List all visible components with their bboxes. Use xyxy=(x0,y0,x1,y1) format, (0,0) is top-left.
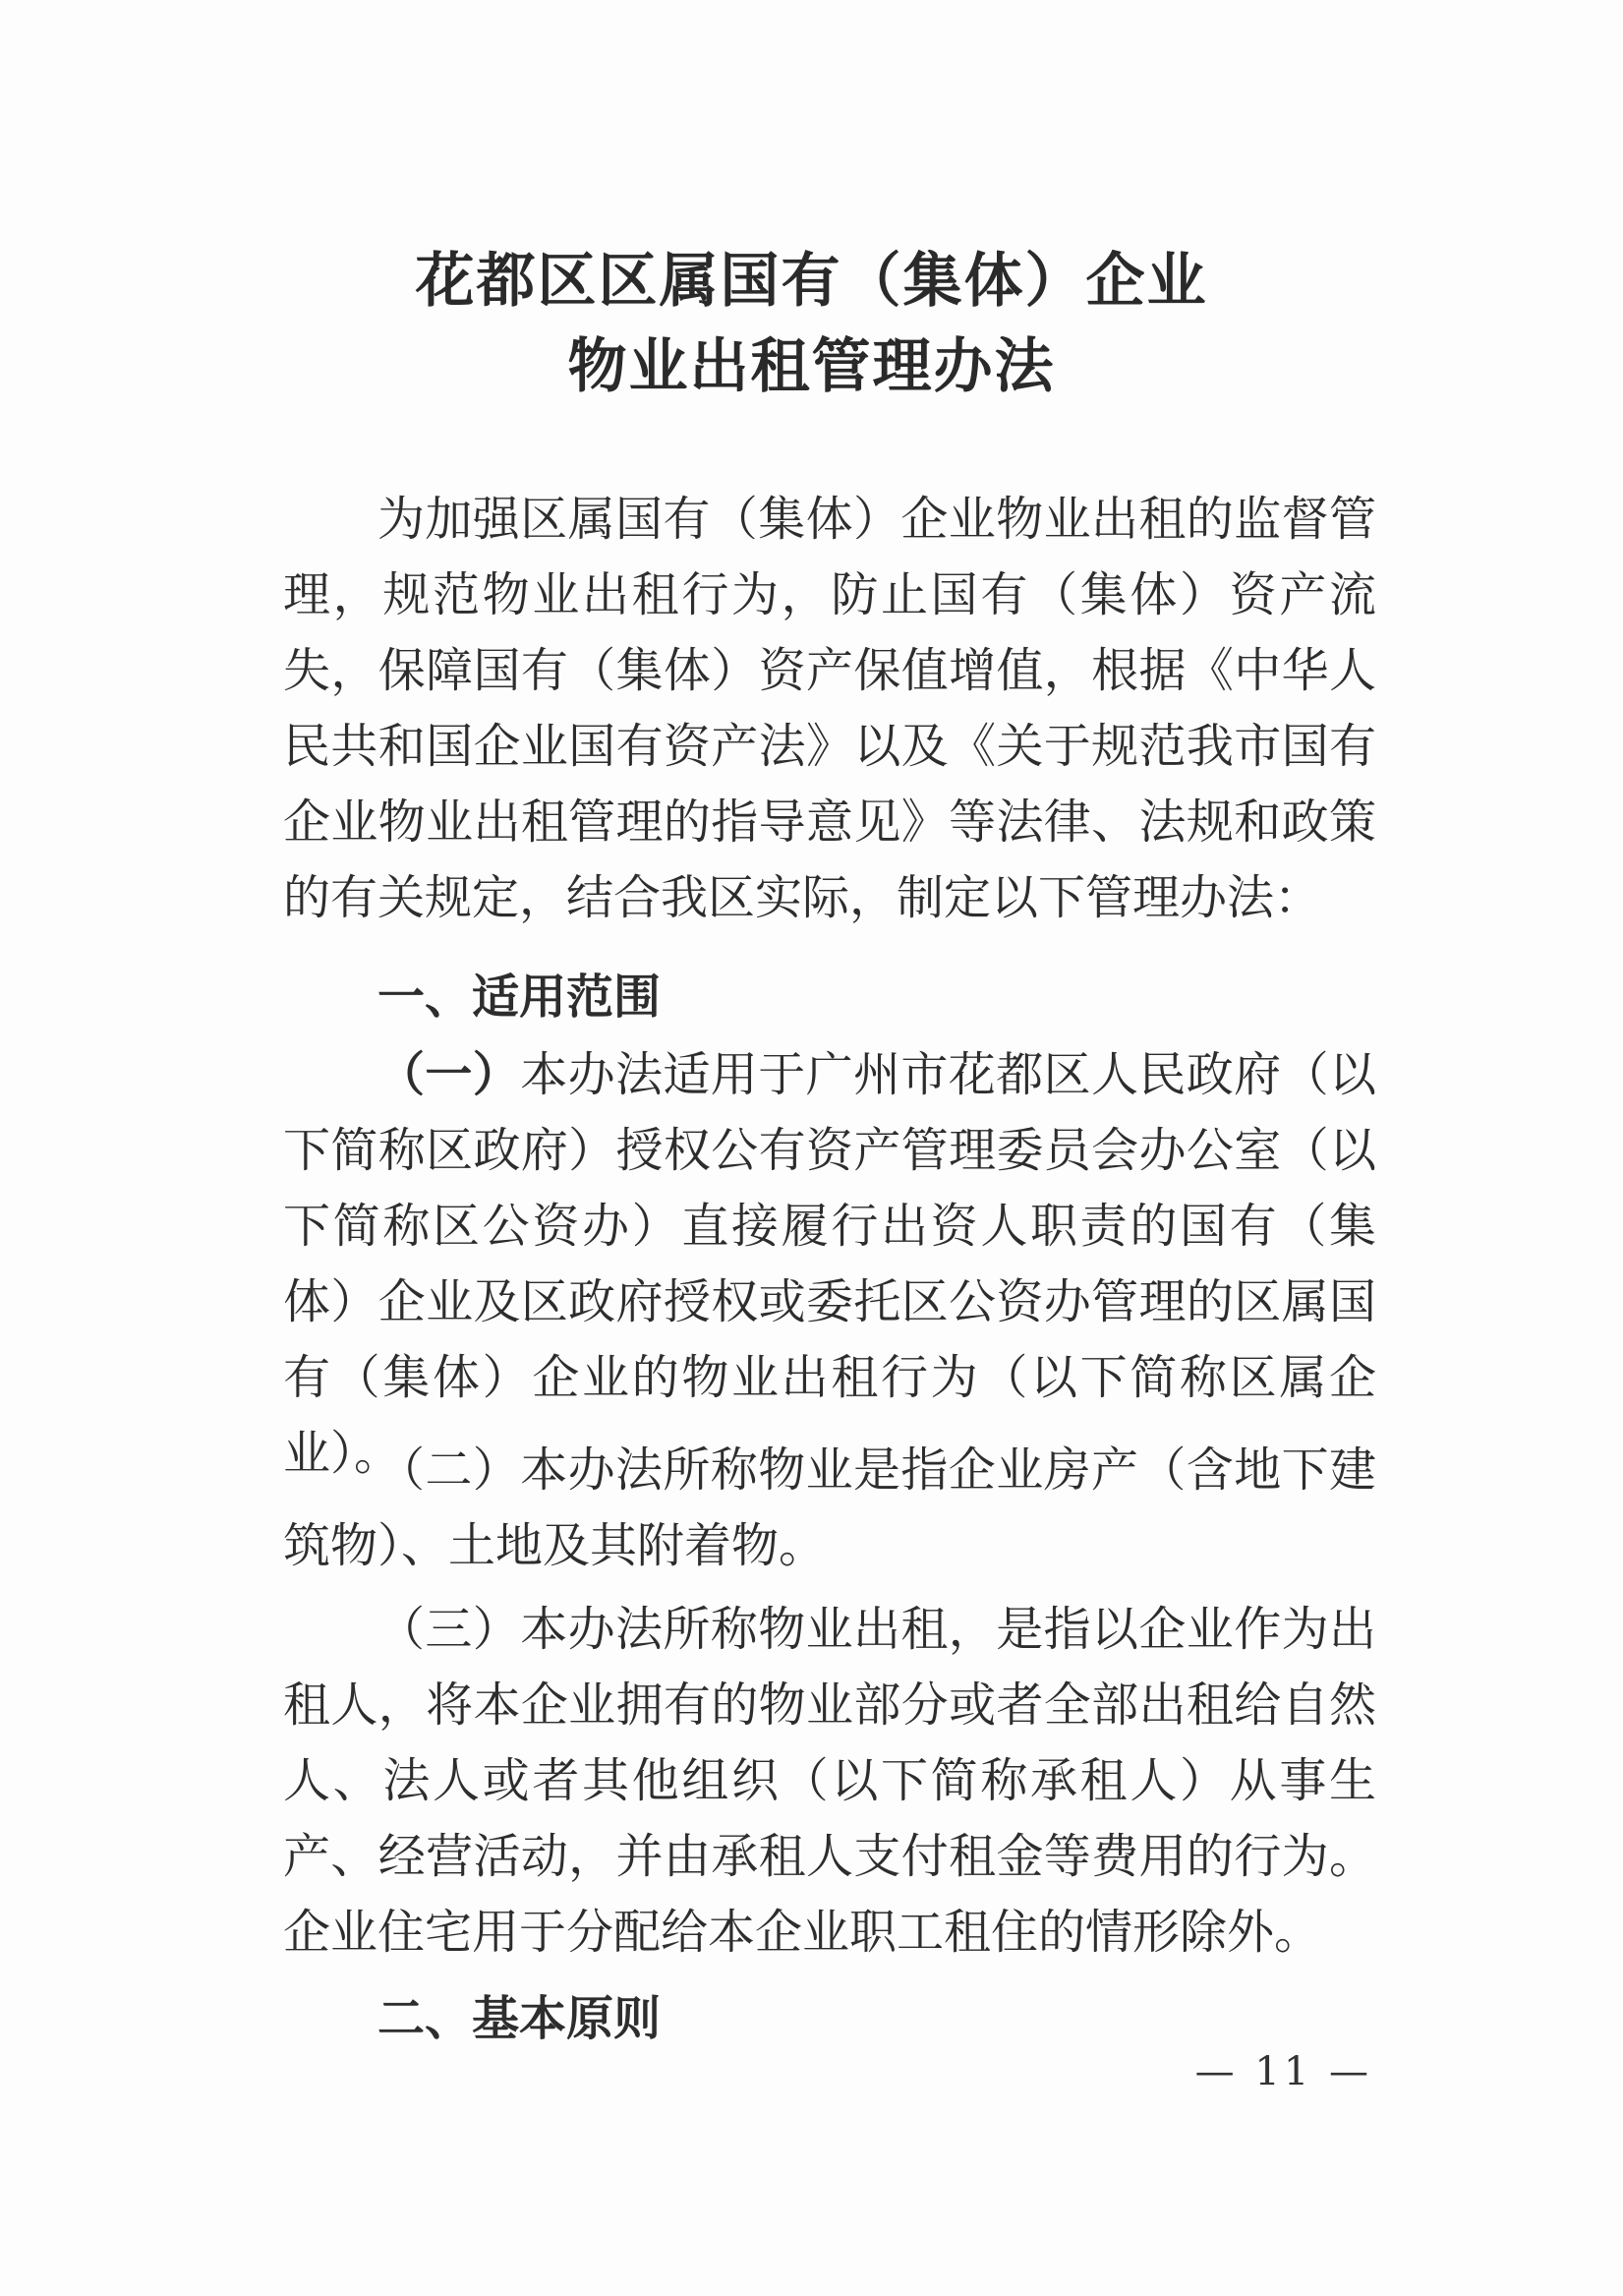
document-title-line1: 花都区区属国有（集体）企业 xyxy=(415,247,1208,316)
document-title-line2: 物业出租管理办法 xyxy=(567,332,1056,401)
scope-item-1-text: 本办法适用于广州市花都区人民政府（以下简称区政府）授权公有资产管理委员会办公室（以下简称区公资办）直接履行出资人职责的国有（集体）企业及区政府授权或委托区公资办管理的区属国有（集体）企业的物业出租行为（以下简称区属企业）。 xyxy=(283,1047,1376,1481)
scope-item-1 xyxy=(283,1037,1376,1492)
section-heading-scope: 一、适用范围 xyxy=(377,970,662,1025)
intro-paragraph: 为加强区属国有（集体）企业物业出租的监督管理，规范物业出租行为，防止国有（集体）资产流失，保障国有（集体）资产保值增值，根据《中华人民共和国企业国有资产法》以及《关于规范我市国有企业物业出租管理的指导意见》等法律、法规和政策的有关规定，结合我区实际，制定以下管理办法： xyxy=(283,492,1376,925)
page-number: — 11 — xyxy=(1194,2049,1372,2094)
scope-item-1-label: （一） xyxy=(377,1047,521,1102)
section-heading-principles: 二、基本原则 xyxy=(377,1991,662,2046)
scope-item-3: （三）本办法所称物业出租，是指以企业作为出租人，将本企业拥有的物业部分或者全部出租给自然人、法人或者其他组织（以下简称承租人）从事生产、经营活动，并由承租人支付租金等费用的行为。企业住宅用于分配给本企业职工租住的情形除外。 xyxy=(283,1602,1376,1960)
scope-item-2: （二）本办法所称物业是指企业房产（含地下建筑物）、土地及其附着物。 xyxy=(283,1442,1376,1573)
